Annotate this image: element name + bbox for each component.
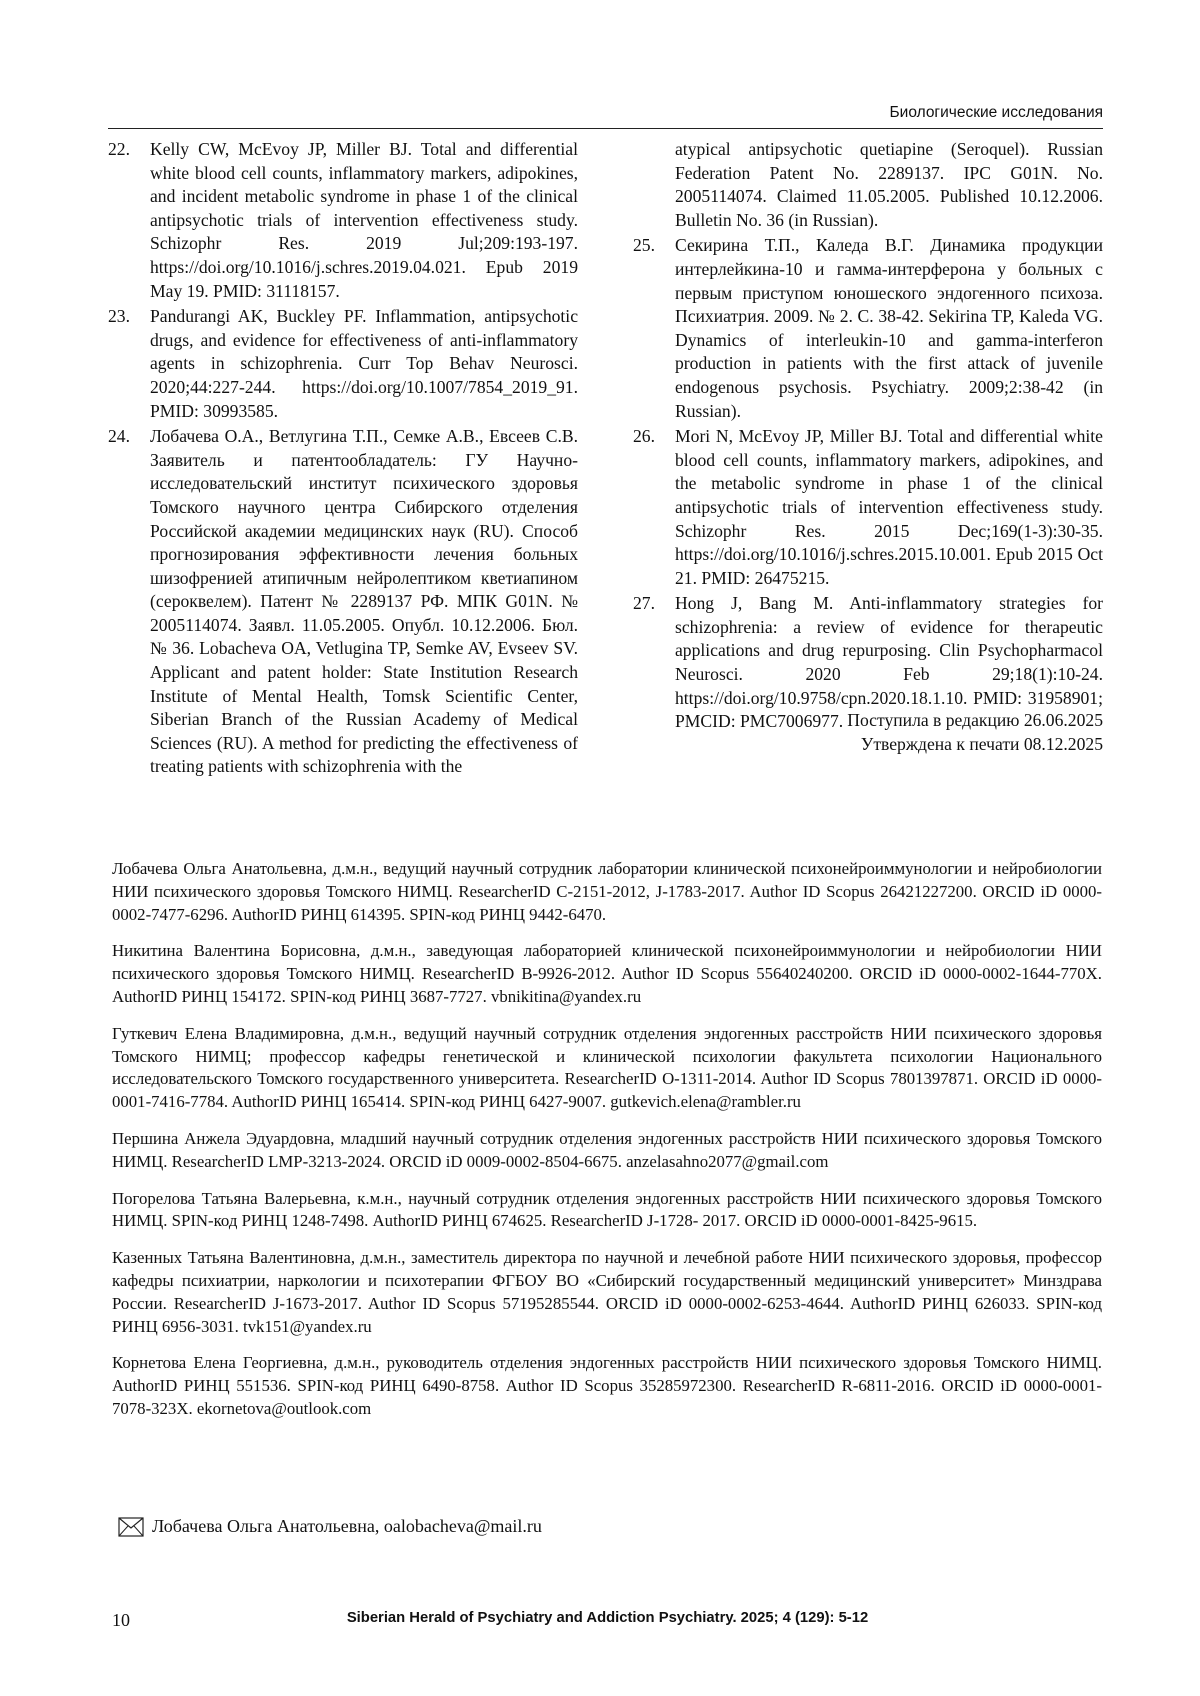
reference-23 (108, 305, 578, 423)
reference-text: Секирина Т.П., Каледа В.Г. Динамика продукции интерлейкина-10 и гамма-интерферона у больных с первым приступом юношеского эндогенного психоза. Психиатрия. 2009. № 2. С. 38-42. Sekirina TP, Kaleda VG. Dynamics of interleukin-10 and gamma-interferon production in patients with the first attack of juvenile endogenous psychosis. Psychiatry. 2009;2:38-42 (in Russian). (675, 235, 1103, 421)
reference-26 (633, 425, 1103, 590)
reference-number: 23. (108, 306, 130, 327)
author-info-pogorelova: Погорелова Татьяна Валерьевна, к.м.н., научный сотрудник отделения эндогенных расстройств НИИ психического здоровья Томского НИМЦ. SPIN-код РИНЦ 1248-7498. AuthorID РИНЦ 674625. ResearcherID J-1728- 2017. ORCID iD 0000-0001-8425-9615. (112, 1188, 1102, 1231)
reference-text: Kelly CW, McEvoy JP, Miller BJ. Total and differential white blood cell counts, inflammatory markers, adipokines, and incident metabolic syndrome in phase 1 of the clinical antipsychotic trials of intervention effectiveness study. Schizophr Res. 2019 Jul;209:193-197. https://doi.org/10.1016/j.schres.2019.04.021. Epub 2019 May 19. PMID: 31118157. (150, 139, 578, 301)
author-info-kazennykh: Казенных Татьяна Валентиновна, д.м.н., заместитель директора по научной и лечебной работе НИИ психического здоровья, профессор кафедры психиатрии, наркологии и психотерапии ФГБОУ ВО «Сибирский государственный медицинский университет» Минздрава России. ResearcherID J-1673-2017. Author ID Scopus 57195285544. ORCID iD 0000-0002-6253-4644. AuthorID РИНЦ 626033. SPIN-код РИНЦ 6956-3031. tvk151@yandex.ru (112, 1248, 1102, 1336)
reference-column-left (108, 138, 578, 779)
running-header: Биологические исследования (889, 104, 1103, 121)
reference-24 (108, 425, 578, 779)
manuscript-dates (847, 708, 1103, 756)
received-date: Поступила в редакцию 26.06.2025 (847, 710, 1103, 730)
author-information (112, 858, 1102, 1435)
author-info-gutkevich: Гуткевич Елена Владимировна, д.м.н., ведущий научный сотрудник отделения эндогенных расстройств НИИ психического здоровья Томского НИМЦ; профессор кафедры генетической и клинической психологии факультета психологии Национального исследовательского Томского государственного университета. ResearcherID O-1311-2014. Author ID Scopus 7801397871. ORCID iD 0000-0001-7416-7784. AuthorID РИНЦ 165414. SPIN-код РИНЦ 6427-9007. gutkevich.elena@rambler.ru (112, 1023, 1102, 1112)
page-number: 10 (112, 1610, 130, 1630)
author-info-nikitina: Никитина Валентина Борисовна, д.м.н., заведующая лабораторией клинической психонейроиммунологии и нейробиологии НИИ психического здоровья Томского НИМЦ. ResearcherID B-9926-2012. Author ID Scopus 55640240200. ORCID iD 0000-0002-1644-770X. AuthorID РИНЦ 154172. SPIN-код РИНЦ 3687-7727. vbnikitina@yandex.ru (112, 941, 1102, 1006)
journal-citation: Siberian Herald of Psychiatry and Addiction Psychiatry. 2025; 4 (129): 5-12 (346, 1610, 869, 1626)
reference-22 (108, 138, 578, 303)
reference-text: Pandurangi AK, Buckley PF. Inflammation, antipsychotic drugs, and evidence for effectiveness of anti-inflammatory agents in schizophrenia. Curr Top Behav Neurosci. 2020;44:227-244. https://doi.org/10.1007/7854_2019_91. PMID: 30993585. (150, 306, 578, 421)
reference-number: 25. (633, 235, 655, 256)
author-info-kornetova: Корнетова Елена Георгиевна, д.м.н., руководитель отделения эндогенных расстройств НИИ психического здоровья Томского НИМЦ. AuthorID РИНЦ 551536. SPIN-код РИНЦ 6490-8758. Author ID Scopus 35285972300. ResearcherID R-6811-2016. ORCID iD 0000-0001-7078-323X. ekornetova@outlook.com (112, 1353, 1102, 1418)
reference-25 (633, 234, 1103, 423)
correspondence (118, 1516, 542, 1537)
reference-text: Mori N, McEvoy JP, Miller BJ. Total and differential white blood cell counts, inflammatory markers, adipokines, and the metabolic syndrome in phase 1 of the clinical antipsychotic trials of intervention effectiveness study. Schizophr Res. 2015 Dec;169(1-3):30-35. https://doi.org/10.1016/j.schres.2015.10.001. Epub 2015 Oct 21. PMID: 26475215. (675, 426, 1103, 588)
author-info-lobacheva: Лобачева Ольга Анатольевна, д.м.н., ведущий научный сотрудник лаборатории клинической психонейроиммунологии и нейробиологии НИИ психического здоровья Томского НИМЦ. ResearcherID C-2151-2012, J-1783-2017. Author ID Scopus 26421227200. ORCID iD 0000-0002-7477-6296. AuthorID РИНЦ 614395. SPIN-код РИНЦ 9442-6470. (112, 859, 1102, 924)
reference-number: 22. (108, 139, 130, 159)
reference-text: Hong J, Bang M. Anti-inflammatory strategies for schizophrenia: a review of evidence for therapeutic applications and drug repurposing. Clin Psychopharmacol Neurosci. 2020 Feb 29;18(1):10-24. https://doi.org/10.9758/cpn.2020.18.1.10. PMID: 31958901; PMCID: PMC7006977. (675, 593, 1103, 732)
reference-number: 24. (108, 426, 130, 447)
page-footer (112, 1610, 1103, 1634)
correspondence-text: Лобачева Ольга Анатольевна, oalobacheva@mail.ru (152, 1516, 542, 1536)
header-rule (108, 128, 1103, 129)
reference-24-continuation: atypical antipsychotic quetiapine (Seroquel). Russian Federation Patent No. 2289137. IPC G01N. No. 2005114074. Claimed 11.05.2005. Published 10.12.2006. Bulletin No. 36 (in Russian). (675, 139, 1103, 230)
reference-column-right (633, 138, 1103, 754)
approved-date: Утверждена к печати 08.12.2025 (860, 734, 1103, 754)
reference-number: 26. (633, 426, 655, 447)
reference-text: Лобачева О.А., Ветлугина Т.П., Семке А.В., Евсеев С.В. Заявитель и патентообладатель: ГУ Научно-исследовательский институт психического здоровья Томского научного центра Сибирского отделения Российской академии медицинских наук (RU). Способ прогнозирования эффективности лечения больных шизофренией атипичным нейролептиком кветиапином (сероквелем). Патент № 2289137 РФ. МПК G01N. № 2005114074. Заявл. 11.05.2005. Опубл. 10.12.2006. Бюл. № 36. Lobacheva OA, Vetlugina TP, Semke AV, Evseev SV. Applicant and patent holder: State Institution Research Institute of Mental Health, Tomsk Scientific Center, Siberian Branch of the Russian Academy of Medical Sciences (RU). A method for predicting the effectiveness of treating patients with schizophrenia with the (150, 426, 578, 777)
envelope-icon (118, 1517, 144, 1537)
author-info-pershina: Першина Анжела Эдуардовна, младший научный сотрудник отделения эндогенных расстройств НИИ психического здоровья Томского НИМЦ. ResearcherID LMP-3213-2024. ORCID iD 0009-0002-8504-6675. anzelasahno2077@gmail.com (112, 1128, 1102, 1171)
reference-number: 27. (633, 593, 655, 614)
